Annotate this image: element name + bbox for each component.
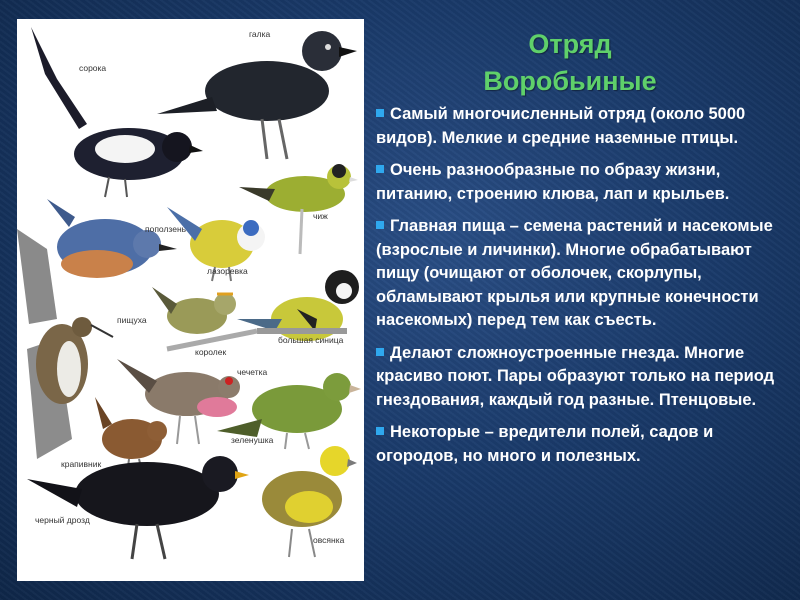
label-zelenushka: зеленушка (231, 435, 274, 445)
label-korolek: королек (195, 347, 227, 357)
label-ovsyanka: овсянка (313, 535, 345, 545)
goldcrest-bird-image (152, 287, 257, 349)
treecreeper-bird-image (27, 317, 113, 459)
nuthatch-bird-image (17, 199, 177, 324)
bullet-list (376, 103, 776, 477)
label-chizh: чиж (313, 211, 328, 221)
bullet-item (376, 421, 776, 468)
square-bullet-icon (376, 348, 384, 356)
bullet-item (376, 342, 776, 413)
bullet-item (376, 215, 776, 333)
slide-title (360, 26, 780, 100)
bullet-item (376, 159, 776, 206)
birds-drawing (17, 19, 364, 581)
bullet-text: Некоторые – вредители полей, садов и огородов, но много и полезных. (376, 423, 714, 465)
square-bullet-icon (376, 427, 384, 435)
square-bullet-icon (376, 109, 384, 117)
label-soroka: сорока (79, 63, 107, 73)
slide-title-line2: Воробьиные (483, 66, 657, 96)
label-pishchukha: пищуха (117, 315, 147, 325)
bullet-item (376, 103, 776, 150)
label-cherny-drozd: черный дрозд (35, 515, 90, 525)
square-bullet-icon (376, 221, 384, 229)
bullet-text: Самый многочисленный отряд (около 5000 видов). Мелкие и средние наземные птицы. (376, 105, 746, 147)
blackbird-bird-image (27, 456, 249, 559)
square-bullet-icon (376, 165, 384, 173)
label-lazorevka: лазоревка (207, 266, 248, 276)
label-popolzen: поползень (145, 224, 187, 234)
label-galka: галка (249, 29, 271, 39)
label-chechetka: чечетка (237, 367, 268, 377)
label-krapivnik: крапивник (61, 459, 102, 469)
birds-illustration (17, 19, 364, 581)
slide-title-line1: Отряд (528, 29, 612, 59)
bullet-text: Делают сложноустроенные гнезда. Многие красиво поют. Пары образуют только на период гнездования, каждый год разные. Птенцовые. (376, 343, 775, 409)
bullet-text: Главная пища – семена растений и насекомые (взрослые и личинки). Многие обрабатывают пищу (очищают от оболочек, скорлупы, обламывают крылья или крупные конечности насекомых) перед тем как съесть. (376, 217, 773, 329)
label-bolshaya-sinitsa: большая синица (278, 335, 344, 345)
bullet-text: Очень разнообразные по образу жизни, питанию, строению клюва, лап и крыльев. (376, 161, 730, 203)
